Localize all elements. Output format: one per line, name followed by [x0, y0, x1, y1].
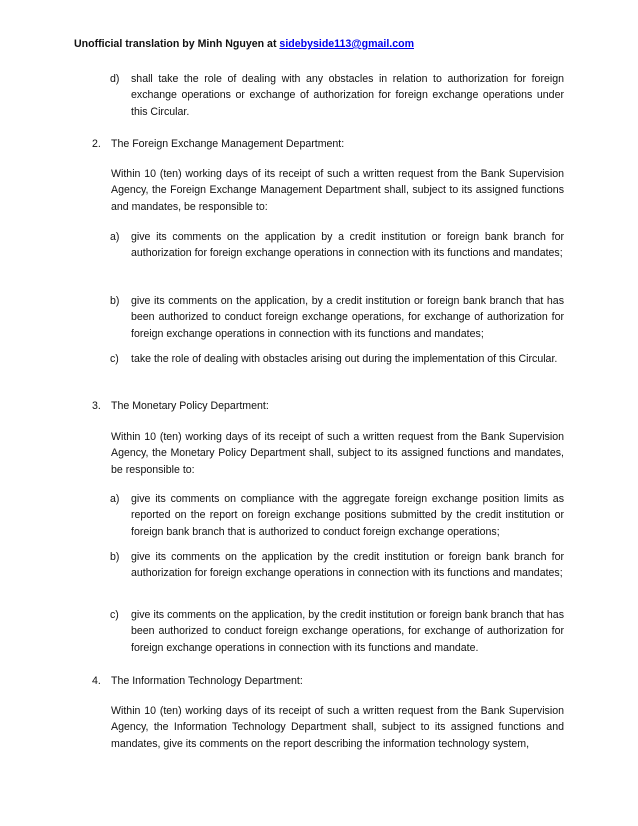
list-item-text: take the role of dealing with obstacles arising out during the implementation of this Circular.	[131, 353, 558, 365]
section-title: The Foreign Exchange Management Department:	[111, 138, 345, 150]
page-header	[74, 38, 414, 50]
list-item-text: give its comments on the application by a credit institution or foreign bank branch for authorization for foreign exchange operations in connection with its functions and mandates;	[131, 231, 564, 260]
list-marker: d)	[110, 73, 120, 85]
section-number: 2.	[92, 138, 101, 150]
list-item-text: give its comments on the application by the credit institution or foreign bank branch for authorization for foreign exchange operations in connection with its functions and mandates;	[131, 551, 564, 580]
list-item-text: shall take the role of dealing with any obstacles in relation to authorization for foreign exchange operations or exchange of authorization for foreign exchange operations under this Circular.	[131, 73, 564, 118]
list-marker: c)	[110, 609, 119, 621]
section-number: 4.	[92, 675, 101, 687]
section-2-intro: Within 10 (ten) working days of its receipt of such a written request from the Bank Supervision Agency, the Foreign Exchange Management Department shall, subject to its assigned functions and mandates, be responsible to:	[111, 168, 564, 213]
section-title: The Monetary Policy Department:	[111, 400, 269, 412]
section-title: The Information Technology Department:	[111, 675, 303, 687]
header-email-link[interactable]: sidebyside113@gmail.com	[279, 38, 414, 50]
list-marker: b)	[110, 295, 120, 307]
list-item-text: give its comments on the application, by the credit institution or foreign bank branch that has been authorized to conduct foreign exchange operations, for exchange of authorization for foreign exchange operations in connection with its functions and mandate.	[131, 609, 564, 654]
section-3-intro: Within 10 (ten) working days of its receipt of such a written request from the Bank Supervision Agency, the Monetary Policy Department shall, subject to its assigned functions and mandates, be responsible to:	[111, 431, 564, 476]
section-4-intro: Within 10 (ten) working days of its receipt of such a written request from the Bank Supervision Agency, the Information Technology Department shall, subject to its assigned functions and mandates, give its comments on the report describing the information technology system,	[111, 705, 564, 750]
section-number: 3.	[92, 400, 101, 412]
header-prefix: Unofficial translation by Minh Nguyen at	[74, 38, 280, 50]
list-item-text: give its comments on compliance with the aggregate foreign exchange position limits as reported on the report on foreign exchange positions submitted by the credit institution or foreign bank branch that is authorized to conduct foreign exchange operations;	[131, 493, 564, 538]
list-marker: a)	[110, 493, 120, 505]
list-marker: c)	[110, 353, 119, 365]
list-item-text: give its comments on the application, by a credit institution or foreign bank branch that has been authorized to conduct foreign exchange operations, for exchange of authorization for foreign exchange operations in connection with its functions and mandates;	[131, 295, 564, 340]
list-marker: b)	[110, 551, 120, 563]
list-marker: a)	[110, 231, 120, 243]
